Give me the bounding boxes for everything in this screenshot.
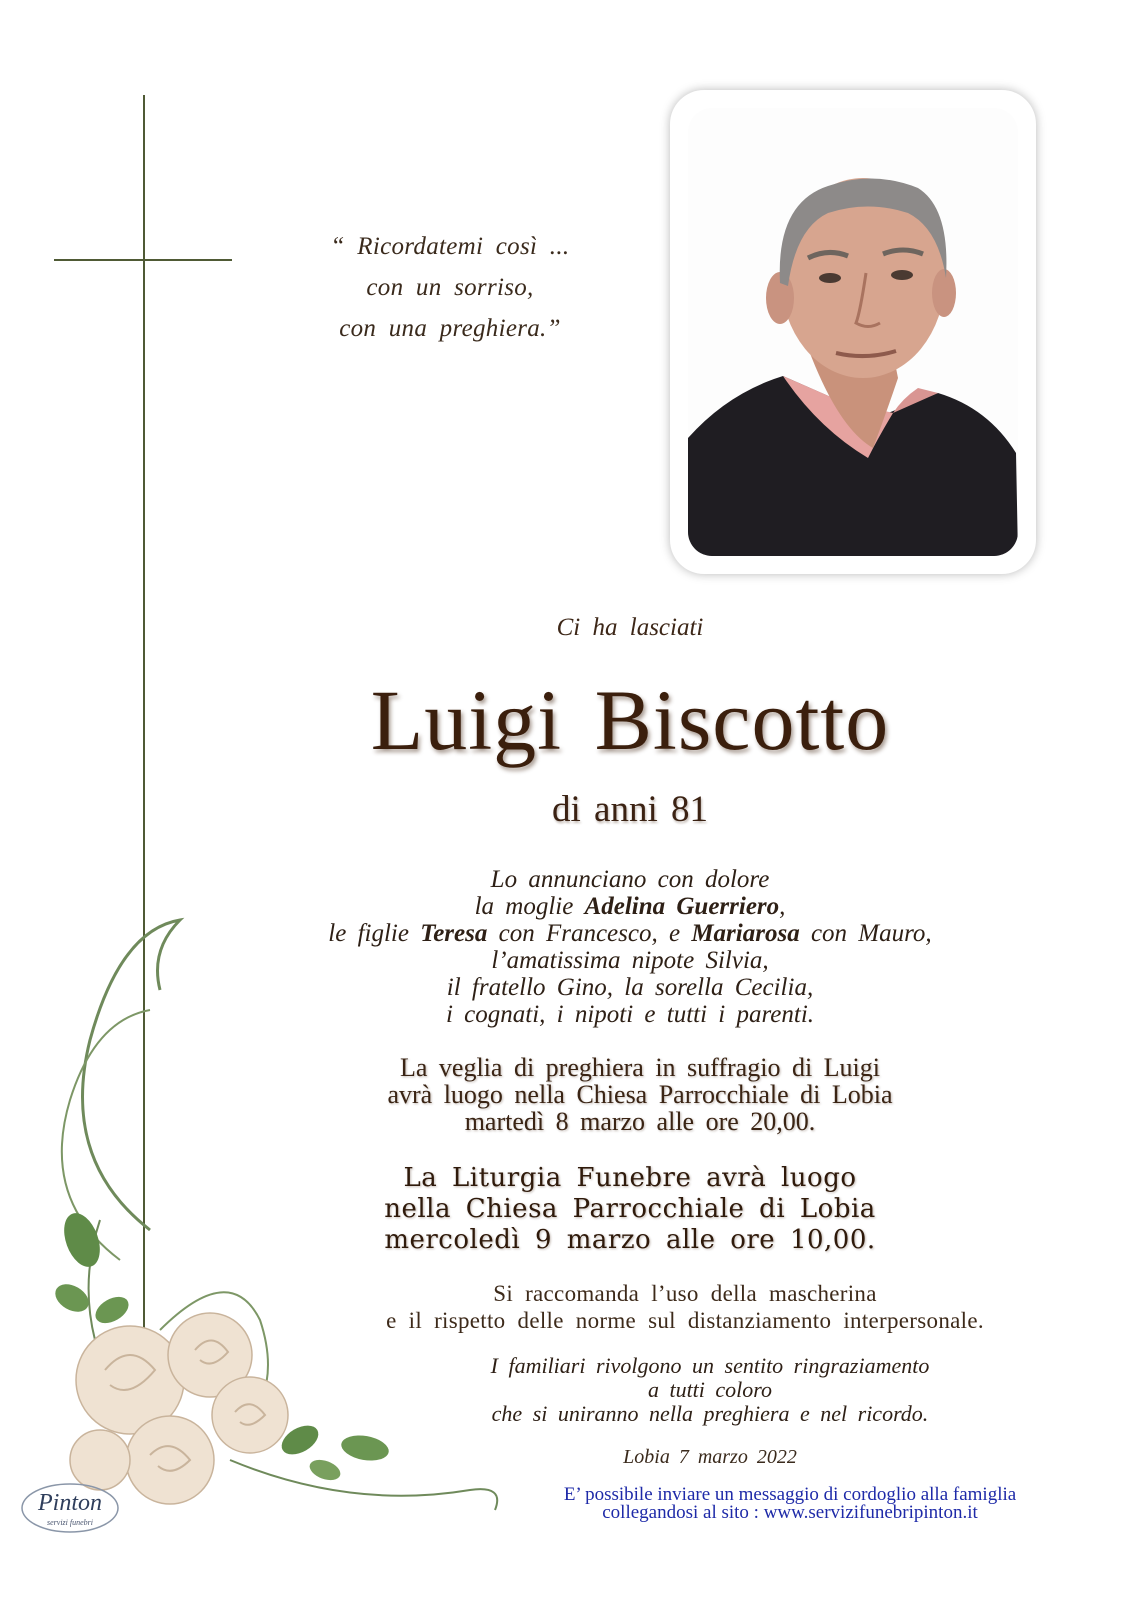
- pinton-logo: [18, 1478, 122, 1538]
- daughter-name: Mariarosa: [691, 920, 800, 947]
- quote-line: con un sorriso,: [366, 274, 534, 301]
- announce-line: l’amatissima nipote Silvia,: [491, 947, 769, 974]
- announce-text: con Mauro,: [799, 920, 932, 947]
- mask-line: e il rispetto delle norme sul distanziamento interpersonale.: [386, 1308, 984, 1333]
- logo-tagline: servizi funebri: [47, 1518, 93, 1527]
- vigil-line: La veglia di preghiera in suffragio di Luigi: [400, 1053, 880, 1082]
- quote-line: con una preghiera.”: [339, 315, 561, 342]
- condolence-link[interactable]: collegandosi al sito : www.servizifunebripinton.it: [602, 1502, 978, 1523]
- announce-line: il fratello Gino, la sorella Cecilia,: [446, 974, 814, 1001]
- condolence-info[interactable]: [500, 1486, 1080, 1522]
- place-date: Lobia 7 marzo 2022: [623, 1446, 797, 1468]
- funeral-line: La Liturgia Funebre avrà luogo: [403, 1163, 857, 1193]
- announce-text: ,: [779, 893, 786, 920]
- announce-text: la moglie: [474, 893, 585, 920]
- thanks-line: a tutti coloro: [647, 1377, 773, 1402]
- announce-text: con Francesco, e: [487, 920, 692, 947]
- deceased-age: di anni 81: [552, 789, 708, 830]
- deceased-name: Luigi Biscotto: [370, 672, 890, 768]
- funeral-line: nella Chiesa Parrocchiale di Lobia: [384, 1194, 876, 1224]
- logo-brand: Pinton: [38, 1490, 102, 1516]
- announce-line: i cognati, i nipoti e tutti i parenti.: [445, 1001, 815, 1028]
- memorial-quote: [285, 226, 615, 349]
- cross-horizontal-bar: [54, 259, 232, 261]
- quote-line: “ Ricordatemi così ...: [330, 233, 570, 260]
- vigil-line: martedì 8 marzo alle ore 20,00.: [464, 1107, 816, 1136]
- condolence-line: E’ possibile inviare un messaggio di cordoglio alla famiglia: [563, 1484, 1017, 1505]
- vigil-line: avrà luogo nella Chiesa Parrocchiale di Lobia: [387, 1080, 893, 1109]
- portrait-photo: [688, 108, 1018, 556]
- mask-line: Si raccomanda l’uso della mascherina: [493, 1281, 877, 1306]
- announce-line: Lo annunciano con dolore: [490, 866, 770, 893]
- intro-text: Ci ha lasciati: [556, 614, 704, 641]
- thanks-line: I familiari rivolgono un sentito ringraziamento: [490, 1353, 930, 1378]
- funeral-line: mercoledì 9 marzo alle ore 10,00.: [384, 1225, 876, 1255]
- announce-text: le figlie: [328, 920, 421, 947]
- wife-name: Adelina Guerriero: [584, 893, 780, 920]
- daughter-name: Teresa: [420, 920, 488, 947]
- thanks-line: che si uniranno nella preghiera e nel ricordo.: [491, 1401, 929, 1426]
